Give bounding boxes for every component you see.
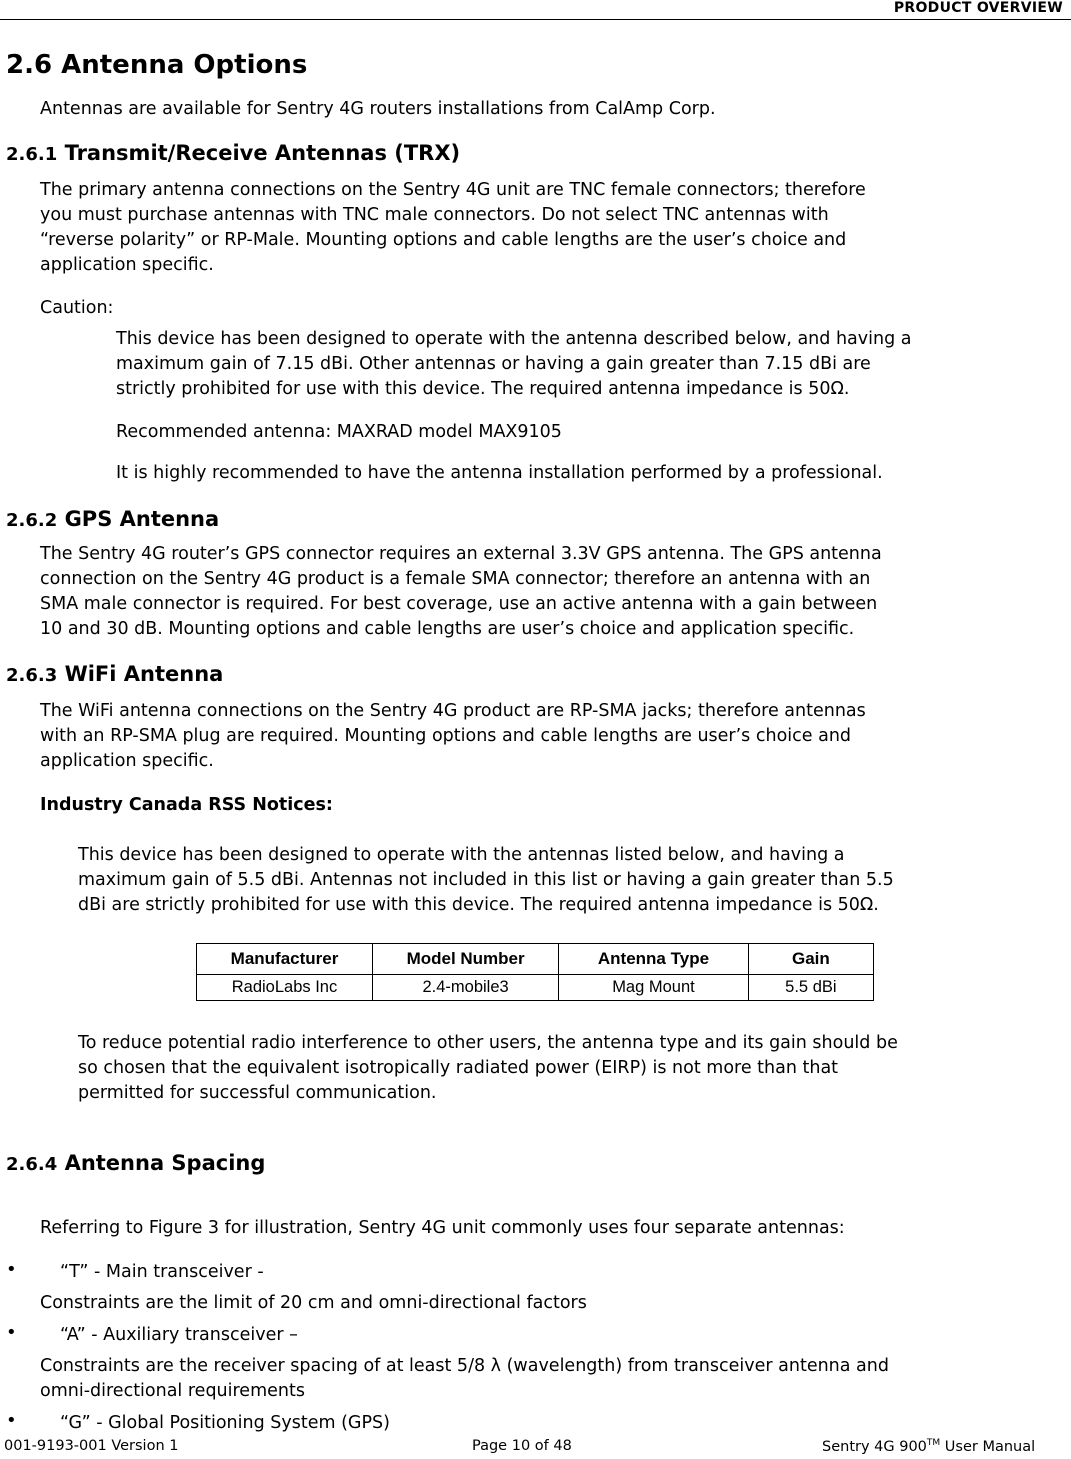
- footer-page-number: Page 10 of 48: [472, 1438, 572, 1454]
- wifi-line: application specific.: [40, 751, 214, 771]
- table-cell: 2.4-mobile3: [373, 975, 559, 1001]
- gps-heading: [6, 507, 219, 531]
- page-header-title: PRODUCT OVERVIEW: [893, 0, 1063, 16]
- footer-product: [822, 1438, 1035, 1455]
- wifi-line: The WiFi antenna connections on the Sentry 4G product are RP-SMA jacks; therefore antennas: [40, 701, 866, 721]
- header-rule: [0, 19, 1071, 20]
- trx-title: Transmit/Receive Antennas (TRX): [64, 141, 461, 165]
- caution-label: Caution:: [40, 298, 114, 318]
- table-header-row: [197, 944, 874, 975]
- table-header-cell: Gain: [748, 944, 873, 975]
- list-item-label: “G” - Global Positioning System (GPS): [60, 1413, 390, 1433]
- table-row: [197, 975, 874, 1001]
- gps-line: 10 and 30 dB. Mounting options and cable lengths are user’s choice and application specific.: [40, 619, 855, 639]
- footer-doc-number: 001-9193-001 Version 1: [4, 1438, 179, 1454]
- list-item-constraint: [40, 1354, 889, 1404]
- spacing-heading: [6, 1151, 265, 1175]
- ic-paragraph: [78, 843, 894, 918]
- ic-line: This device has been designed to operate with the antennas listed below, and having a: [78, 845, 845, 865]
- trademark-mark: TM: [926, 1438, 941, 1448]
- gps-line: connection on the Sentry 4G product is a female SMA connector; therefore an antenna with an: [40, 569, 871, 589]
- caution-line: This device has been designed to operate with the antenna described below, and having a: [116, 329, 912, 349]
- section-heading: [6, 50, 307, 80]
- constraint-line: omni-directional requirements: [40, 1381, 305, 1401]
- table-header-cell: Antenna Type: [559, 944, 749, 975]
- trx-paragraph: [40, 178, 866, 278]
- ic-line: maximum gain of 5.5 dBi. Antennas not included in this list or having a gain greater than 5.5: [78, 870, 894, 890]
- gps-paragraph: [40, 542, 882, 642]
- spacing-intro: Referring to Figure 3 for illustration, Sentry 4G unit commonly uses four separate antennas:: [40, 1218, 845, 1238]
- list-item-label: “A” - Auxiliary transceiver –: [60, 1325, 298, 1345]
- section-intro: Antennas are available for Sentry 4G routers installations from CalAmp Corp.: [40, 99, 716, 119]
- industry-canada-heading: Industry Canada RSS Notices:: [40, 795, 333, 815]
- gps-number: 2.6.2: [6, 510, 58, 531]
- table-header-cell: Model Number: [373, 944, 559, 975]
- bullet-icon: •: [6, 1410, 17, 1431]
- wifi-number: 2.6.3: [6, 665, 58, 686]
- gps-title: GPS Antenna: [64, 507, 220, 531]
- list-item-label: “T” - Main transceiver -: [60, 1262, 264, 1282]
- bullet-icon: •: [6, 1259, 17, 1280]
- trx-line: “reverse polarity” or RP-Male. Mounting options and cable lengths are the user’s choice and: [40, 230, 847, 250]
- wifi-paragraph: [40, 699, 866, 774]
- table-header-cell: Manufacturer: [197, 944, 373, 975]
- constraint-line: Constraints are the receiver spacing of at least 5/8 λ (wavelength) from transceiver antenna and: [40, 1356, 889, 1376]
- gps-line: SMA male connector is required. For best coverage, use an active antenna with a gain between: [40, 594, 878, 614]
- caution-paragraph: [116, 327, 911, 402]
- trx-line: application specific.: [40, 255, 214, 275]
- wifi-title: WiFi Antenna: [64, 662, 224, 686]
- trx-heading: [6, 141, 460, 165]
- table-cell: RadioLabs Inc: [197, 975, 373, 1001]
- gps-line: The Sentry 4G router’s GPS connector requires an external 3.3V GPS antenna. The GPS antenna: [40, 544, 882, 564]
- footer-product-name: Sentry 4G 900: [822, 1438, 927, 1455]
- recommended-antenna: Recommended antenna: MAXRAD model MAX9105: [116, 422, 562, 442]
- list-item-constraint: Constraints are the limit of 20 cm and omni-directional factors: [40, 1293, 587, 1313]
- table-cell: Mag Mount: [559, 975, 749, 1001]
- ic-line: dBi are strictly prohibited for use with this device. The required antenna impedance is 50Ω.: [78, 895, 879, 915]
- section-number: 2.6: [6, 50, 53, 80]
- eirp-line: so chosen that the equivalent isotropically radiated power (EIRP) is not more than that: [78, 1058, 839, 1078]
- trx-line: The primary antenna connections on the Sentry 4G unit are TNC female connectors; therefore: [40, 180, 866, 200]
- table-cell: 5.5 dBi: [748, 975, 873, 1001]
- wifi-heading: [6, 662, 223, 686]
- trx-line: you must purchase antennas with TNC male connectors. Do not select TNC antennas with: [40, 205, 829, 225]
- caution-line: strictly prohibited for use with this device. The required antenna impedance is 50Ω.: [116, 379, 850, 399]
- footer-product-suffix: User Manual: [940, 1438, 1036, 1455]
- section-title: Antenna Options: [61, 50, 308, 80]
- eirp-paragraph: [78, 1031, 898, 1106]
- spacing-title: Antenna Spacing: [64, 1151, 266, 1175]
- bullet-icon: •: [6, 1322, 17, 1343]
- eirp-line: permitted for successful communication.: [78, 1083, 437, 1103]
- caution-line: maximum gain of 7.15 dBi. Other antennas or having a gain greater than 7.15 dBi are: [116, 354, 871, 374]
- wifi-line: with an RP-SMA plug are required. Mounting options and cable lengths are user’s choice and: [40, 726, 852, 746]
- trx-number: 2.6.1: [6, 144, 58, 165]
- antenna-table: [196, 943, 874, 1001]
- eirp-line: To reduce potential radio interference to other users, the antenna type and its gain should be: [78, 1033, 898, 1053]
- professional-note: It is highly recommended to have the antenna installation performed by a professional.: [116, 463, 883, 483]
- spacing-number: 2.6.4: [6, 1154, 58, 1175]
